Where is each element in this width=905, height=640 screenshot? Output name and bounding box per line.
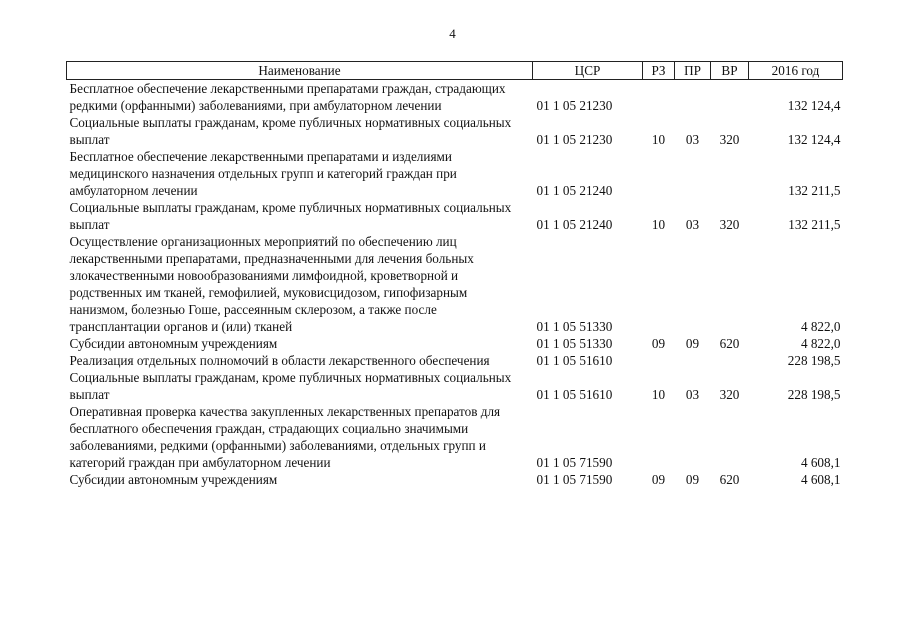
row-name: Реализация отдельных полномочий в области лекарственного обеспечения bbox=[69, 353, 490, 368]
row-pr bbox=[675, 403, 711, 471]
row-csr: 01 1 05 51330 bbox=[536, 336, 613, 351]
header-vr: ВР bbox=[711, 62, 749, 80]
table-row bbox=[67, 403, 843, 471]
row-sum: 132 211,5 bbox=[788, 183, 841, 198]
row-vr: 320 bbox=[719, 132, 740, 147]
row-vr bbox=[711, 352, 749, 369]
row-vr bbox=[711, 233, 749, 335]
table-row bbox=[67, 369, 843, 403]
row-vr: 620 bbox=[719, 336, 740, 351]
row-csr: 01 1 05 21230 bbox=[536, 98, 613, 113]
table-row bbox=[67, 471, 843, 488]
row-csr: 01 1 05 21240 bbox=[536, 217, 613, 232]
table-header-row bbox=[67, 62, 843, 80]
row-sum: 4 608,1 bbox=[800, 472, 841, 487]
row-pr: 03 bbox=[685, 217, 700, 232]
row-rz bbox=[643, 233, 675, 335]
row-name: Субсидии автономным учреждениям bbox=[69, 472, 278, 487]
row-name: Субсидии автономным учреждениям bbox=[69, 336, 278, 351]
row-sum: 132 211,5 bbox=[788, 217, 841, 232]
table-row bbox=[67, 233, 843, 335]
row-name: Социальные выплаты гражданам, кроме публичных нормативных социальных выплат bbox=[69, 370, 512, 402]
table-row bbox=[67, 80, 843, 115]
row-rz bbox=[643, 80, 675, 115]
row-vr: 320 bbox=[719, 217, 740, 232]
row-vr bbox=[711, 403, 749, 471]
row-rz: 09 bbox=[651, 336, 666, 351]
row-name: Социальные выплаты гражданам, кроме публичных нормативных социальных выплат bbox=[69, 115, 512, 147]
header-csr: ЦСР bbox=[533, 62, 643, 80]
row-csr: 01 1 05 71590 bbox=[536, 472, 613, 487]
row-vr: 620 bbox=[719, 472, 740, 487]
row-pr: 09 bbox=[685, 472, 700, 487]
header-year: 2016 год bbox=[749, 62, 843, 80]
row-rz: 10 bbox=[651, 387, 666, 402]
row-sum: 228 198,5 bbox=[787, 353, 841, 368]
row-sum: 132 124,4 bbox=[787, 132, 841, 147]
row-vr: 320 bbox=[719, 387, 740, 402]
row-name: Бесплатное обеспечение лекарственными препаратами граждан, страдающих редкими (орфанными) заболеваниями, при амбулаторном лечении bbox=[69, 81, 506, 113]
row-sum: 4 822,0 bbox=[800, 336, 841, 351]
table-row bbox=[67, 148, 843, 199]
row-pr: 03 bbox=[685, 132, 700, 147]
row-csr: 01 1 05 51610 bbox=[536, 387, 613, 402]
row-rz bbox=[643, 148, 675, 199]
row-name: Оперативная проверка качества закупленных лекарственных препаратов для бесплатного обеспечения граждан, страдающих социально значимыми заболеваниями, редкими (орфанными) заболеваниями, отдельных групп и категорий граждан при амбулаторном лечении bbox=[69, 404, 501, 470]
row-rz: 09 bbox=[651, 472, 666, 487]
row-sum: 132 124,4 bbox=[787, 98, 841, 113]
row-csr: 01 1 05 21230 bbox=[536, 132, 613, 147]
table-row bbox=[67, 199, 843, 233]
header-rz: РЗ bbox=[643, 62, 675, 80]
table-row bbox=[67, 114, 843, 148]
row-rz bbox=[643, 403, 675, 471]
row-csr: 01 1 05 51330 bbox=[536, 319, 613, 334]
header-name: Наименование bbox=[67, 62, 533, 80]
row-vr bbox=[711, 148, 749, 199]
row-pr bbox=[675, 148, 711, 199]
page-number: 4 bbox=[449, 26, 456, 41]
row-name: Бесплатное обеспечение лекарственными препаратами и изделиями медицинского назначения отдельных групп и категорий граждан при амбулаторном лечении bbox=[69, 149, 457, 198]
row-name: Осуществление организационных мероприятий по обеспечению лиц лекарственными препаратами, предназначенными для лечения больных злокачественными новообразованиями лимфоидной, кроветворной и родственных им тканей, гемофилией, муковисцидозом, гипофизарным нанизмом, болезнью Гоше, рассеянным склерозом, а также после трансплантации органов и (или) тканей bbox=[69, 234, 474, 334]
table-row bbox=[67, 352, 843, 369]
row-name: Социальные выплаты гражданам, кроме публичных нормативных социальных выплат bbox=[69, 200, 512, 232]
row-pr bbox=[675, 80, 711, 115]
row-rz: 10 bbox=[651, 217, 666, 232]
row-sum: 4 608,1 bbox=[800, 455, 841, 470]
row-pr bbox=[675, 233, 711, 335]
table-row bbox=[67, 335, 843, 352]
row-csr: 01 1 05 51610 bbox=[536, 353, 613, 368]
row-csr: 01 1 05 21240 bbox=[536, 183, 613, 198]
row-sum: 228 198,5 bbox=[787, 387, 841, 402]
row-rz bbox=[643, 352, 675, 369]
row-pr: 03 bbox=[685, 387, 700, 402]
row-sum: 4 822,0 bbox=[800, 319, 841, 334]
row-csr: 01 1 05 71590 bbox=[536, 455, 613, 470]
header-pr: ПР bbox=[675, 62, 711, 80]
budget-table bbox=[66, 61, 843, 488]
row-pr bbox=[675, 352, 711, 369]
row-rz: 10 bbox=[651, 132, 666, 147]
row-vr bbox=[711, 80, 749, 115]
row-pr: 09 bbox=[685, 336, 700, 351]
